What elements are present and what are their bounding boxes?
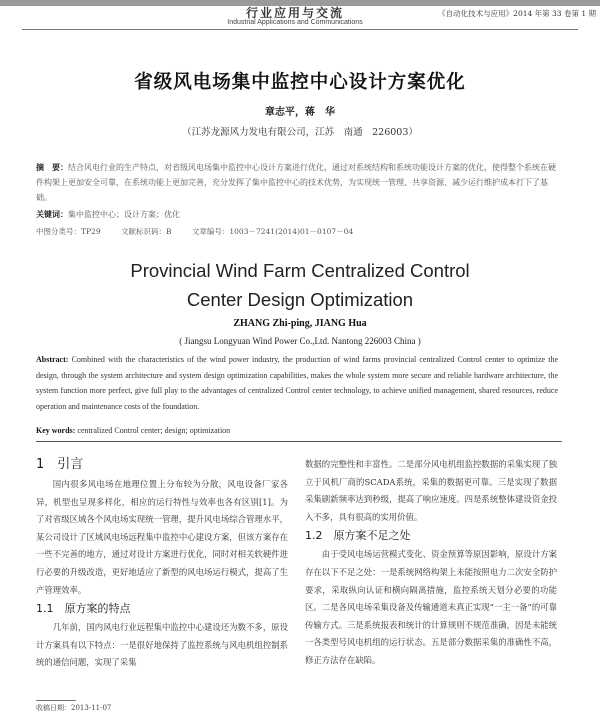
affiliation-zh: （江苏龙源风力发电有限公司，江苏 南通 226003） (182, 127, 418, 138)
received-date: 收稿日期：2013-11-07 (36, 704, 112, 712)
article-number: 文章编号：1003－7241(2014)01－0107－04 (191, 227, 354, 236)
section-1-2-paragraph: 由于受风电场运营模式变化、资金预算等原因影响，原设计方案存在以下不足之处：一是系统网络构架上未能按照电力二次安全防护要求，采取纵向认证和横向隔离措施，监控系统天划分必要的功能区。二是各风电场采集设备及传输通道未真正实现“一主一备”的可靠传输方式。三是系统报表和统计的计算规则不规范准确，因是未能统一各类型号风电机组的运行状态。五是部分数据采集的准确性不高，修正方法存在缺陷。 (305, 549, 557, 665)
abstract-zh-text: 结合风电行业的生产特点，对省级风电场集中监控中心设计方案进行优化，通过对系统结构和系统功能设计方案的优化，使得整个系统在硬件构架上更加安全可靠，在系统功能上更加完善，充分发挥了集中监控中心的技术优势，为实现统一管理、共享资源、减少运行维护成本打下了基础。 (36, 163, 556, 202)
section-1-heading: 1 引言 (36, 457, 84, 472)
title-zh: 省级风电场集中监控中心设计方案优化 (134, 72, 466, 93)
keywords-en (36, 426, 558, 435)
authors-zh: 章志平，蒋 华 (265, 107, 335, 118)
header-section-title: 行业应用与交流 (245, 6, 344, 20)
footnote-rule (36, 700, 76, 701)
title-en (0, 256, 600, 314)
keywords-en-text: centralized Control center; design; optimization (77, 426, 231, 435)
document-code: 文献标识码：B (120, 227, 172, 236)
keywords-zh-label: 关键词： (36, 210, 68, 219)
header-rule (22, 29, 578, 30)
keywords-en-label: Key words: (36, 426, 76, 435)
section-1-1-heading: 1.1 原方案的特点 (36, 602, 131, 616)
classification-info (36, 226, 558, 237)
abstract-divider (36, 441, 562, 442)
abstract-zh-label: 摘 要： (36, 163, 68, 172)
running-header (0, 0, 600, 32)
abstract-en (36, 352, 558, 414)
abstract-en-text: Combined with the characteristics of the wind power industry, the production of wind farms provincial centralized Control center to optimize the design, through the system architecture and system design optimization capabilities, makes the whole system more secure and reliable hardware architecture, the system function more perfect, give full play to the advantages of centralized Control center technology, to achieve unified management, shared resources, reduce operation and maintenance costs of the foundation. (36, 355, 559, 411)
abstract-en-label: Abstract: (36, 355, 69, 364)
header-journal-info: 《自动化技术与应用》2014 年第 33 卷第 1 期 (438, 9, 596, 18)
authors-en: ZHANG Zhi-ping, JIANG Hua (233, 318, 367, 329)
section-1-1-paragraph-continued: 数据的完整性和丰富性。二是部分风电机组监控数据的采集实现了独立于风机厂商的SCADA系统，采集的数据更可靠。三是实现了数据采集刷新频率达到秒级，提高了响应速度。四是系统整体建设资金投入不多，具有很高的实用价值。 (305, 459, 557, 522)
section-1-paragraph: 国内很多风电场在地理位置上分布较为分散，风电设备厂家各异，机型也呈现多样化，相应的运行特性与效率也各有区别[1]。为了对省级区域各个风电场实现统一管理，提升风电场综合管理水平，某公司设计了区域风电场远程集中监控中心建设方案，但该方案存在一些不完善的地方，通过对设计方案进行优化，同时对相关软硬件进行必要的升级改造，更好地适应了新型的风电场运行模式，提高了生产管理效率。 (36, 479, 288, 595)
header-section-subtitle: Industrial Applications and Communications (227, 19, 363, 26)
body-column-right (305, 456, 557, 670)
title-en-line-1: Provincial Wind Farm Centralized Control (130, 260, 470, 281)
section-1-1-paragraph: 几年前，国内风电行业远程集中监控中心建设还为数不多，原设计方案具有以下特点：一是很好地保持了监控系统与风电机组控制系统的通信问题，实现了采集 (36, 622, 288, 668)
keywords-zh-text: 集中监控中心；设计方案；优化 (68, 210, 180, 219)
abstract-zh (36, 160, 558, 205)
clc-number: 中图分类号：TP29 (36, 227, 101, 236)
section-1-2-heading: 1.2 原方案不足之处 (305, 529, 411, 543)
affiliation-en: ( Jiangsu Longyuan Wind Power Co.,Ltd. Nantong 226003 China ) (179, 336, 421, 346)
keywords-zh (36, 209, 558, 220)
title-en-line-2: Center Design Optimization (186, 289, 414, 310)
body-column-left (36, 456, 288, 672)
